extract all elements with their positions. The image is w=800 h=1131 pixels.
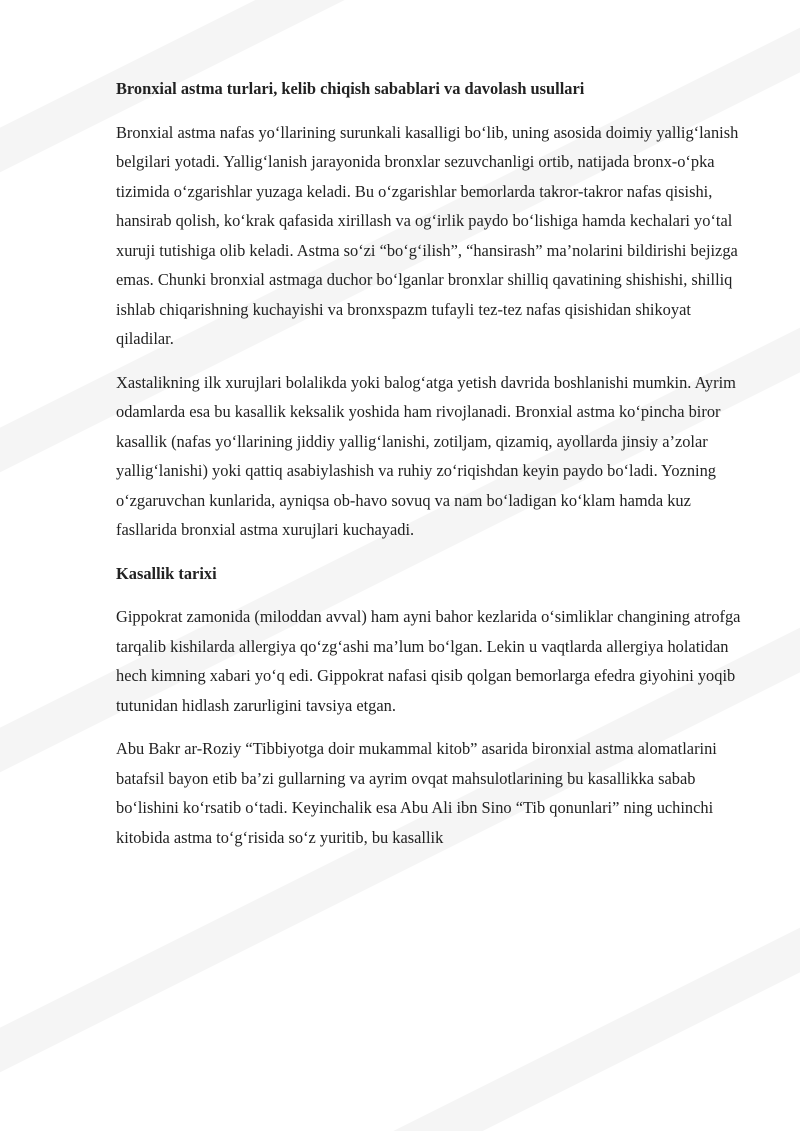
paragraph: Abu Bakr ar-Roziy “Tibbiyotga doir mukammal kitob” asarida bironxial astma alomatlarini batafsil bayon etib ba’zi gullarning va ayrim ovqat mahsulotlarining bu kasallikka sabab bo‘lishini ko‘rsatib o‘tadi. Keyinchalik esa Abu Ali ibn Sino “Tib qonunlari” ning uchinchi kitobida astma to‘g‘risida so‘z yuritib, bu kasallik	[116, 739, 717, 847]
section-heading: Kasallik tarixi	[116, 563, 217, 583]
paragraph: Gippokrat zamonida (miloddan avval) ham ayni bahor kezlarida o‘simliklar changining atrofga tarqalib kishilarda allergiya qo‘zg‘ashi ma’lum bo‘lgan. Lekin u vaqtlarda allergiya holatidan hech kimning xabari yo‘q edi. Gippokrat nafasi qisib qolgan bemorlarga efedra giyohini yoqib tutunidan hidlash zarurligini tavsiya etgan.	[116, 607, 741, 715]
paragraph: Bronxial astma nafas yo‘llarining surunkali kasalligi bo‘lib, uning asosida doimiy yallig‘lanish belgilari yotadi. Yallig‘lanish jarayonida bronxlar sezuvchanligi ortib, natijada bronx-o‘pka tizimida o‘zgarishlar yuzaga keladi. Bu o‘zgarishlar bemorlarda takror-takror nafas qisishi, hansirab qolish, ko‘krak qafasida xirillash va og‘irlik paydo bo‘lishiga hamda kechalari yo‘tal xuruji tutishiga olib keladi. Astma so‘zi “bo‘g‘ilish”, “hansirash” ma’nolarini bildirishi bejizga emas. Chunki bronxial astmaga duchor bo‘lganlar bronxlar shilliq qavatining shishishi, shilliq ishlab chiqarishning kuchayishi va bronxspazm tufayli tez-tez nafas qisishidan shikoyat qiladilar.	[116, 122, 739, 348]
document-page	[116, 74, 746, 866]
paragraph: Xastalikning ilk xurujlari bolalikda yoki balog‘atga yetish davrida boshlanishi mumkin. Ayrim odamlarda esa bu kasallik keksalik yoshida ham rivojlanadi. Bronxial astma ko‘pincha biror kasallik (nafas yo‘llarining jiddiy yallig‘lanishi, zotiljam, qizamiq, ayollarda jinsiy a’zolar yallig‘lanishi) yoki qattiq asabiylashish va ruhiy zo‘riqishdan keyin paydo bo‘ladi. Yozning o‘zgaruvchan kunlarida, ayniqsa ob-havo sovuq va nam bo‘ladigan ko‘klam hamda kuz fasllarida bronxial astma xurujlari kuchayadi.	[116, 372, 736, 539]
document-title: Bronxial astma turlari, kelib chiqish sabablari va davolash usullari	[116, 79, 585, 98]
